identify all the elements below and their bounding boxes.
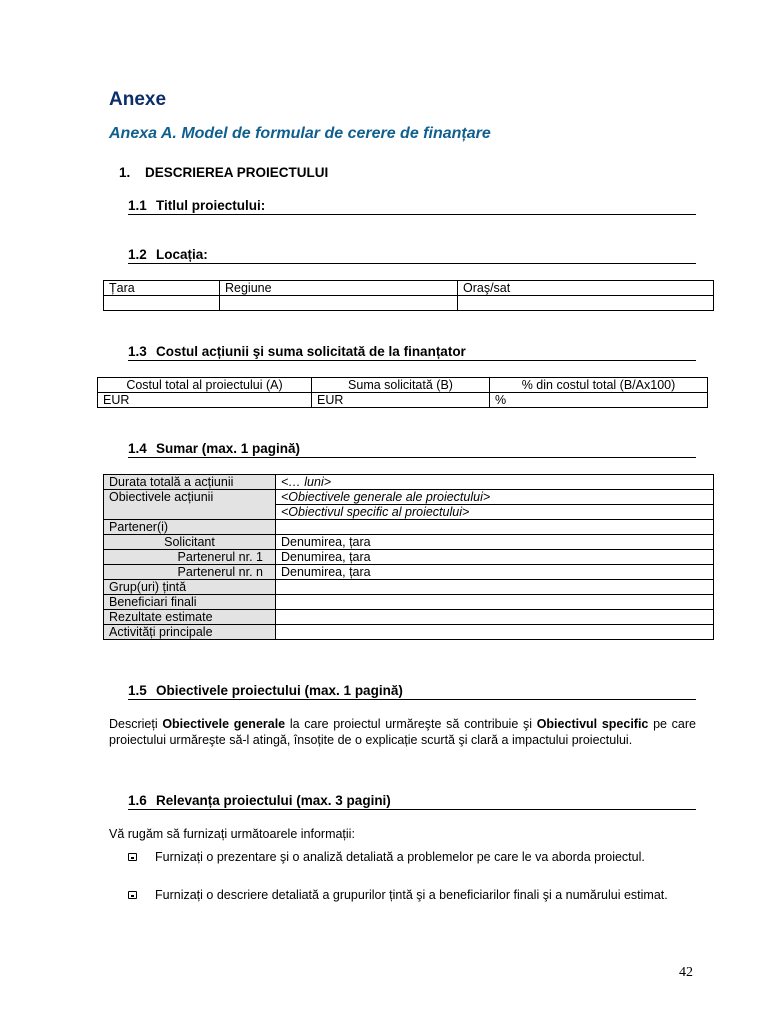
specific-objective-text: <Obiectivul specific al proiectului>	[281, 505, 470, 519]
table-row	[104, 281, 714, 296]
requested-amount-cell[interactable]: EUR	[312, 393, 490, 408]
section-1-title: DESCRIEREA PROIECTULUI	[145, 165, 329, 180]
table-row	[104, 550, 714, 565]
location-city-cell[interactable]	[458, 296, 714, 311]
list-item	[128, 887, 696, 903]
duration-value[interactable]	[276, 475, 714, 490]
main-activities-value[interactable]	[276, 625, 714, 640]
partner-n-value[interactable]: Denumirea, țara	[276, 565, 714, 580]
target-groups-value[interactable]	[276, 580, 714, 595]
row-label: Partener(i)	[104, 520, 276, 535]
relevance-paragraph: Vă rugăm să furnizați următoarele informații:	[109, 827, 355, 841]
subsection-number: 1.6	[128, 793, 147, 808]
estimated-results-value[interactable]	[276, 610, 714, 625]
table-row	[104, 595, 714, 610]
annex-title: Anexa A. Model de formular de cerere de finanțare	[109, 125, 491, 142]
bold-text: Obiectivele generale	[162, 717, 286, 731]
table-row	[104, 520, 714, 535]
table-row	[104, 490, 714, 505]
section-1-heading	[119, 165, 328, 180]
subsection-1-3	[128, 344, 696, 361]
list-item-text: Furnizați o prezentare şi o analiză detaliată a problemelor pe care le va aborda proiectul.	[155, 850, 645, 864]
final-beneficiaries-value[interactable]	[276, 595, 714, 610]
location-region-cell[interactable]	[220, 296, 458, 311]
partners-value[interactable]	[276, 520, 714, 535]
subsection-number: 1.5	[128, 683, 147, 698]
row-label: Activități principale	[104, 625, 276, 640]
subsection-1-4	[128, 441, 696, 458]
table-row	[104, 475, 714, 490]
applicant-value[interactable]: Denumirea, țara	[276, 535, 714, 550]
objectives-paragraph	[109, 716, 696, 748]
bullet-icon	[128, 891, 137, 899]
subsection-1-5	[128, 683, 696, 700]
table-header-cell: Țara	[104, 281, 220, 296]
table-row	[98, 393, 708, 408]
table-header-cell: Suma solicitată (B)	[312, 378, 490, 393]
bold-text: Obiectivul specific	[536, 717, 649, 731]
table-row	[98, 378, 708, 393]
subsection-title: Relevanța proiectului (max. 3 pagini)	[156, 793, 391, 808]
row-label: Rezultate estimate	[104, 610, 276, 625]
table-row	[104, 296, 714, 311]
table-row	[104, 610, 714, 625]
list-item	[128, 849, 696, 865]
location-country-cell[interactable]	[104, 296, 220, 311]
percentage-cell[interactable]: %	[490, 393, 708, 408]
text-span: Descrieți	[109, 717, 163, 731]
page-heading: Anexe	[109, 89, 167, 110]
row-label: Grup(uri) țintă	[104, 580, 276, 595]
section-1-number: 1.	[119, 165, 131, 180]
table-header-cell: Costul total al proiectului (A)	[98, 378, 312, 393]
summary-table	[103, 474, 714, 640]
general-objectives-text: <Obiectivele generale ale proiectului>	[281, 490, 491, 504]
subsection-1-2	[128, 247, 696, 264]
table-row	[104, 565, 714, 580]
list-item-text: Furnizați o descriere detaliată a grupurilor țintă şi a beneficiarilor finali şi a numărului estimat.	[155, 888, 668, 902]
specific-objective-value[interactable]	[276, 505, 714, 520]
subsection-1-6	[128, 793, 696, 810]
row-label: Durata totală a acțiunii	[104, 475, 276, 490]
row-label: Obiectivele acțiunii	[104, 490, 276, 520]
row-label: Solicitant	[104, 535, 276, 550]
subsection-title: Locația:	[156, 247, 208, 262]
text-span: pe care proiectului urmăreşte să-l atingă, însoțite de o explicație scurtă şi clară a impactului proiectului.	[109, 717, 697, 747]
subsection-number: 1.1	[128, 198, 147, 213]
location-table	[103, 280, 714, 311]
subsection-title: Obiectivele proiectului (max. 1 pagină)	[156, 683, 403, 698]
subsection-title: Titlul proiectului:	[156, 198, 266, 213]
table-row	[104, 535, 714, 550]
subsection-title: Costul acțiunii şi suma solicitată de la finanțator	[156, 344, 466, 359]
text-span: la care proiectul urmăreşte să contribuie şi	[285, 717, 537, 731]
partner-1-value[interactable]: Denumirea, țara	[276, 550, 714, 565]
subsection-number: 1.3	[128, 344, 147, 359]
table-header-cell: Oraş/sat	[458, 281, 714, 296]
subsection-number: 1.4	[128, 441, 147, 456]
cost-table	[97, 377, 708, 408]
general-objectives-value[interactable]	[276, 490, 714, 505]
table-row	[104, 580, 714, 595]
page-number: 42	[679, 965, 693, 980]
subsection-number: 1.2	[128, 247, 147, 262]
row-label: Partenerul nr. 1	[104, 550, 276, 565]
row-label: Partenerul nr. n	[104, 565, 276, 580]
subsection-title: Sumar (max. 1 pagină)	[156, 441, 301, 456]
table-header-cell: Regiune	[220, 281, 458, 296]
duration-value-text: <… luni>	[281, 475, 332, 489]
subsection-1-1	[128, 198, 696, 215]
row-label: Beneficiari finali	[104, 595, 276, 610]
table-header-cell: % din costul total (B/Ax100)	[490, 378, 708, 393]
table-row	[104, 625, 714, 640]
bullet-icon	[128, 853, 137, 861]
total-cost-cell[interactable]: EUR	[98, 393, 312, 408]
